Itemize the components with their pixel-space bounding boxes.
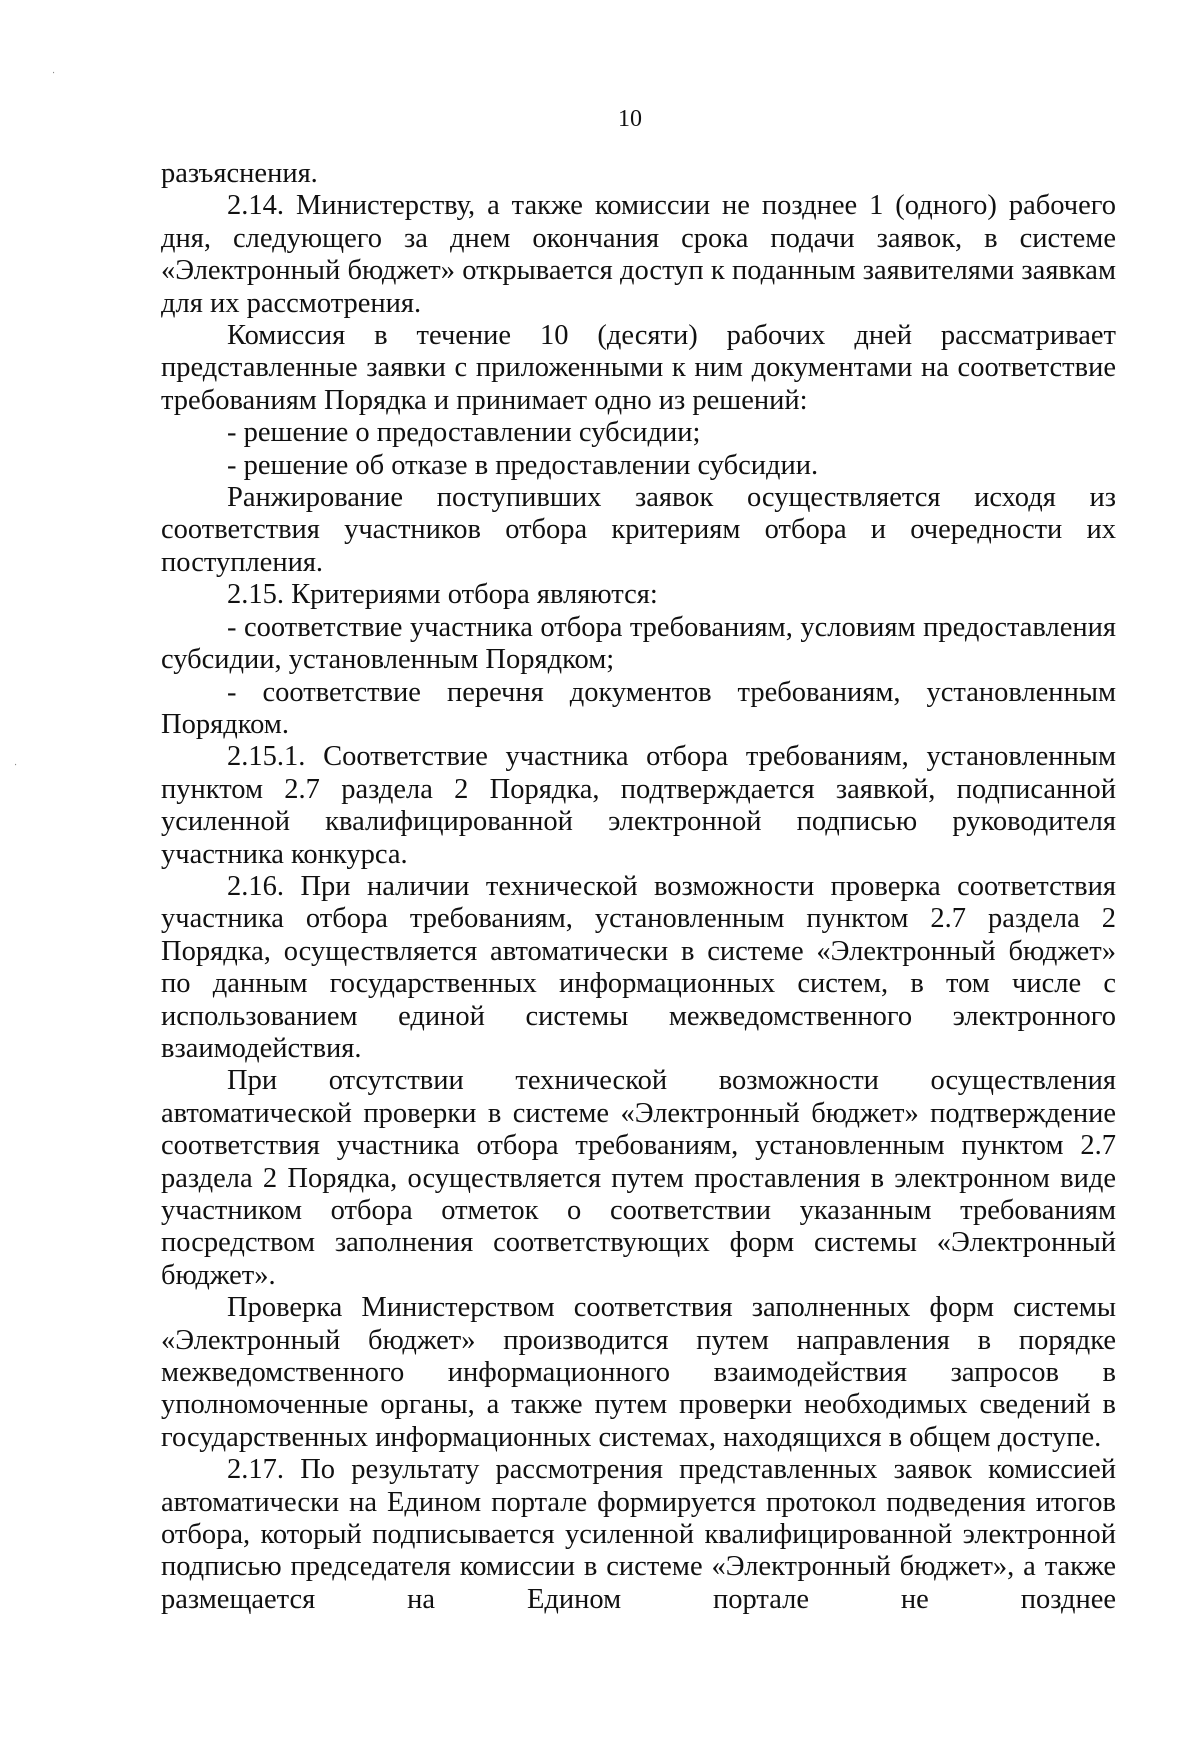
paragraph: Проверка Министерством соответствия заполненных форм системы «Электронный бюджет» производится путем направления в порядке межведомственного информационного взаимодействия запросов в уполномоченные органы, а также путем проверки необходимых сведений в государственных информационных системах, находящихся в общем доступе. xyxy=(161,1292,1116,1453)
paragraph: - соответствие перечня документов требованиям, установленным Порядком. xyxy=(161,676,1116,740)
paragraph: Ранжирование поступивших заявок осуществляется исходя из соответствия участников отбора критериям отбора и очередности их поступления. xyxy=(161,482,1116,578)
paragraph: - соответствие участника отбора требованиям, условиям предоставления субсидии, установленным Порядком; xyxy=(161,611,1116,676)
paragraph: При отсутствии технической возможности осуществления автоматической проверки в системе «Электронный бюджет» подтверждение соответствия участника отбора требованиям, установленным пунктом 2.7 раздела 2 Порядка, осуществляется путем проставления в электронном виде участником отбора отметок о соответствии указанным требованиям посредством заполнения соответствующих форм системы «Электронный бюджет». xyxy=(161,1065,1116,1291)
page-number: 10 xyxy=(618,106,642,132)
paragraph: разъяснения. xyxy=(161,158,318,189)
paragraph: Комиссия в течение 10 (десяти) рабочих дней рассматривает представленные заявки с приложенными к ним документами на соответствие требованиям Порядка и принимает одно из решений: xyxy=(161,320,1116,416)
paragraph: 2.17. По результату рассмотрения представленных заявок комиссией автоматически на Едином портале формируется протокол подведения итогов отбора, который подписывается усиленной квалифицированной электронной подписью председателя комиссии в системе «Электронный бюджет», а также размещается на Едином портале не позднее xyxy=(161,1454,1116,1615)
paragraph: 2.15.1. Соответствие участника отбора требованиям, установленным пунктом 2.7 раздела 2 Порядка, подтверждается заявкой, подписанной усиленной квалифицированной электронной подписью руководителя участника конкурса. xyxy=(161,741,1116,870)
scan-speck: ⋅ xyxy=(14,760,18,771)
paragraph: - решение об отказе в предоставлении субсидии. xyxy=(227,449,819,481)
paragraph: - решение о предоставлении субсидии; xyxy=(227,417,701,449)
paragraph: 2.16. При наличии технической возможности проверка соответствия участника отбора требованиям, установленным пунктом 2.7 раздела 2 Порядка, осуществляется автоматически в системе «Электронный бюджет» по данным государственных информационных систем, в том числе с использованием единой системы межведомственного электронного взаимодействия. xyxy=(161,870,1116,1064)
document-body xyxy=(161,158,1116,1616)
paragraph: 2.14. Министерству, а также комиссии не позднее 1 (одного) рабочего дня, следующего за днем окончания срока подачи заявок, в системе «Электронный бюджет» открывается доступ к поданным заявителями заявкам для их рассмотрения. xyxy=(161,190,1116,319)
scan-speck: ⋅ xyxy=(52,68,56,79)
paragraph: 2.15. Критериями отбора являются: xyxy=(227,579,658,611)
